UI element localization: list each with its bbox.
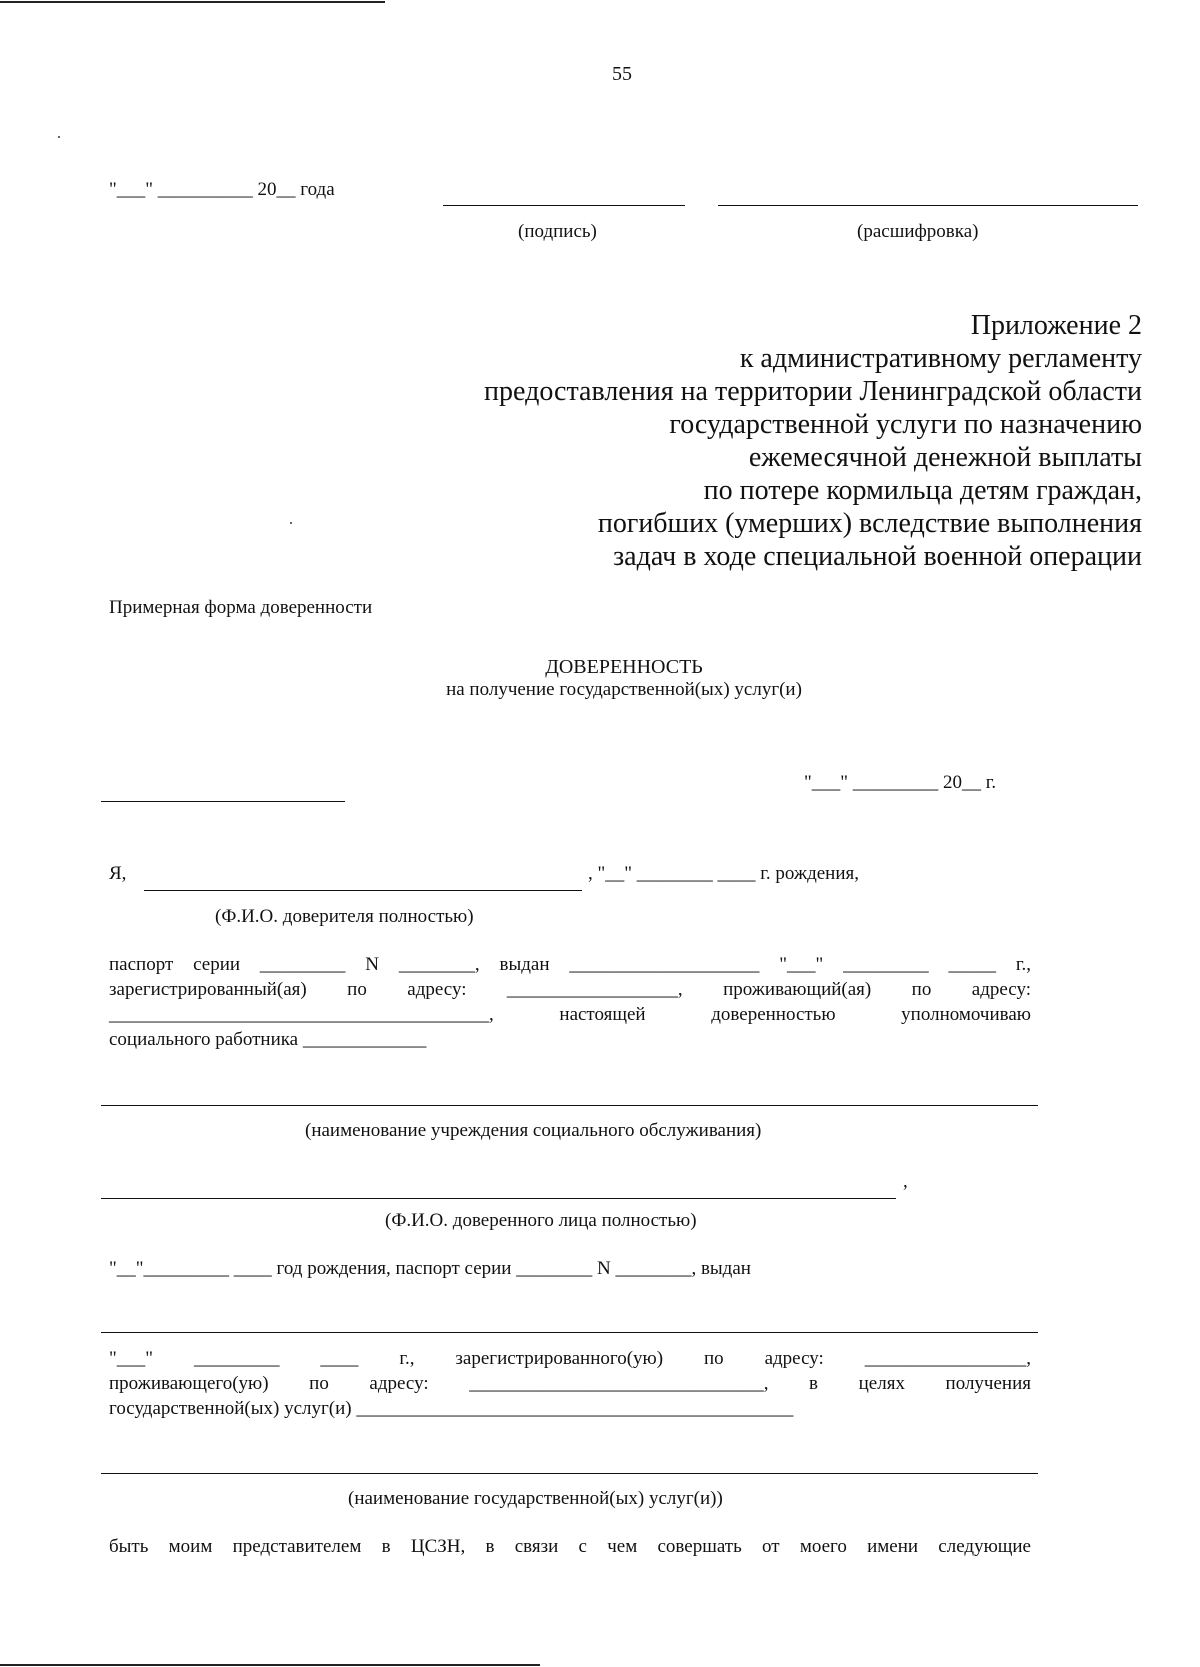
appendix-line: государственной услуги по назначению: [669, 409, 1142, 440]
appendix-line: к административному регламенту: [739, 343, 1142, 374]
appendix-line: Приложение 2: [970, 310, 1142, 341]
issuer-line: [101, 1332, 1038, 1333]
scan-speck: [290, 522, 292, 524]
passport-line-3: ________________________________________, настоящей доверенностью уполномочиваю: [109, 1004, 1031, 1025]
trustee-birth-line: "__"_________ ____ год рождения, паспорт серии ________ N ________, выдан: [109, 1258, 751, 1279]
appendix-line: погибших (умерших) вследствие выполнения: [597, 508, 1142, 539]
trustee-name-line: [101, 1198, 896, 1199]
services-caption: (наименование государственной(ых) услуг(и)): [348, 1488, 723, 1509]
page-number: 55: [612, 63, 632, 85]
trustee-line-1: "___" _________ ____ г., зарегистрированного(ую) по адресу: _________________,: [109, 1348, 1031, 1369]
transcript-caption: (расшифровка): [857, 221, 979, 242]
signature-line: [443, 205, 685, 206]
trustee-caption: (Ф.И.О. доверенного лица полностью): [385, 1210, 697, 1231]
scan-speck: [58, 136, 60, 138]
document-date: "___" _________ 20__ г.: [804, 772, 997, 793]
institution-line: [101, 1105, 1038, 1106]
appendix-line: предоставления на территории Ленинградской области: [484, 376, 1142, 407]
document-title: ДОВЕРЕННОСТЬ: [545, 656, 703, 678]
transcript-line: [718, 205, 1138, 206]
signature-date: "___" __________ 20__ года: [109, 179, 335, 200]
appendix-line: задач в ходе специальной военной операции: [613, 541, 1142, 572]
passport-line-4: социального работника _____________: [109, 1029, 427, 1050]
appendix-line: ежемесячной денежной выплаты: [748, 442, 1142, 473]
principal-birth: , "__" ________ ____ г. рождения,: [588, 863, 859, 884]
scan-edge-bottom: [0, 1664, 540, 1666]
appendix-line: по потере кормильца детям граждан,: [703, 475, 1142, 506]
scan-edge-top: [0, 1, 385, 3]
passport-line-2: зарегистрированный(ая) по адресу: __________________, проживающий(ая) по адресу:: [109, 979, 1031, 1000]
final-line: быть моим представителем в ЦСЗН, в связи с чем совершать от моего имени следующие: [109, 1536, 1031, 1557]
form-label: Примерная форма доверенности: [109, 597, 373, 618]
services-line: [101, 1473, 1038, 1474]
place-line: [101, 801, 345, 802]
trustee-comma: ,: [903, 1171, 908, 1192]
principal-name-line: [144, 890, 582, 891]
principal-caption: (Ф.И.О. доверителя полностью): [215, 906, 474, 927]
trustee-line-3: государственной(ых) услуг(и) ______________________________________________: [109, 1398, 794, 1419]
principal-prefix: Я,: [109, 863, 127, 884]
passport-line-1: паспорт серии _________ N ________, выдан ____________________ "___" _________ _____ г.,: [109, 954, 1031, 975]
institution-caption: (наименование учреждения социального обслуживания): [305, 1120, 762, 1141]
trustee-line-2: проживающего(ую) по адресу: _______________________________, в целях получения: [109, 1373, 1031, 1394]
signature-caption: (подпись): [518, 221, 597, 242]
document-subtitle: на получение государственной(ых) услуг(и): [446, 679, 802, 700]
